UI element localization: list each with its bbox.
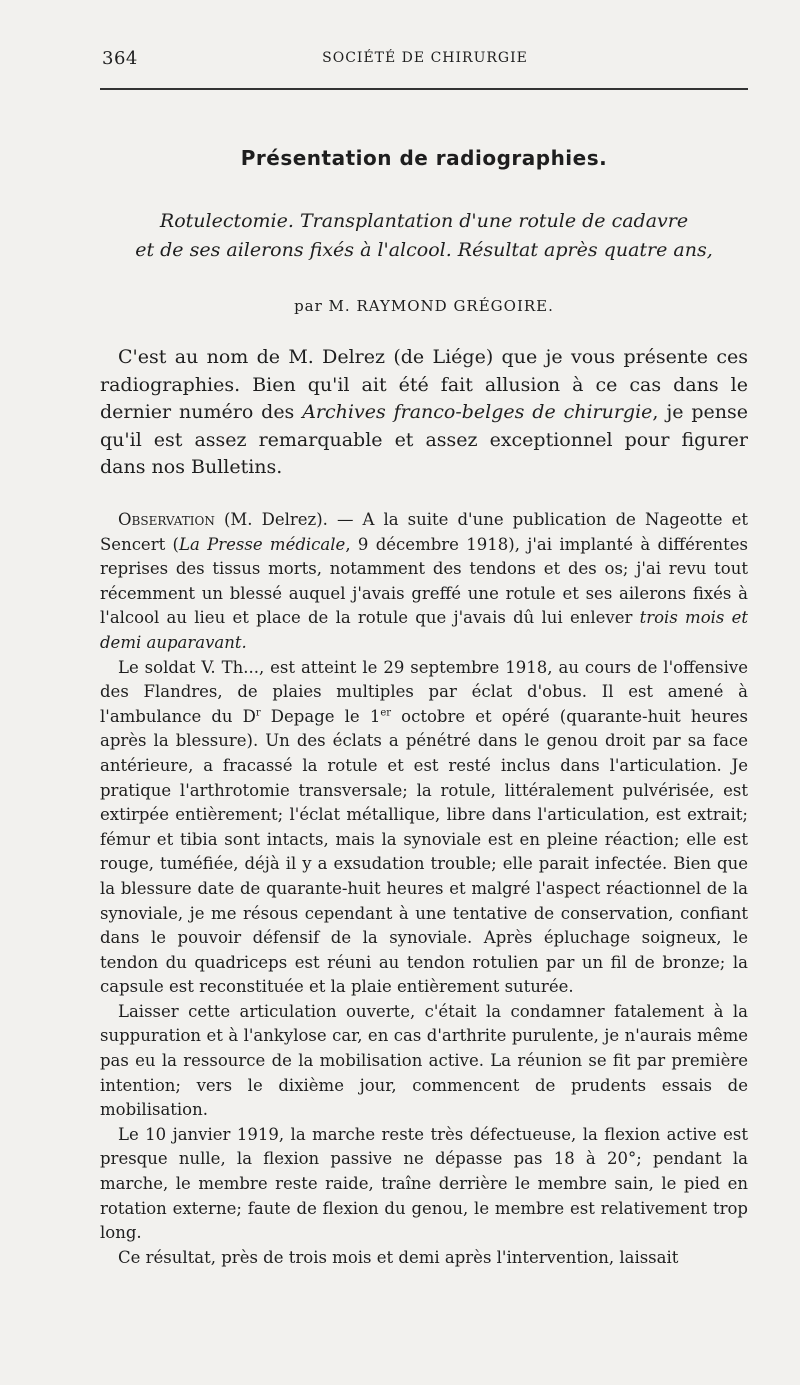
subtitle-line-1: Rotulectomie. Transplantation d'une rotule de cadavre [159, 210, 689, 232]
article-title: Présentation de radiographies. [240, 146, 608, 170]
observation-paragraph-5: Ce résultat, près de trois mois et demi après l'intervention, laissait [118, 1247, 679, 1267]
observation-paragraph-3: Laisser cette articulation ouverte, c'était la condamner fatalement à la suppuration et à l'ankylose car, en cas d'arthrite purulente, je n'aurais même pas eu la ressource de la mobilisation active. La réunion se fit par première intention; vers le dixième jour, commencent de prudents essais de mobilisation. [100, 1001, 748, 1120]
presse-medicale-reference: La Presse médicale [179, 534, 346, 554]
observation-paragraph-2: Le soldat V. Th..., est atteint le 29 septembre 1918, au cours de l'offensive des Flandres, de plaies multiples par éclat d'obus. Il est amené à l'ambulance du $D^r$ Depage le 1er octobre et opéré (quarante-huit heures après la blessure). Un des éclats a pénétré dans le genou droit par sa face antérieure, a fracassé la rotule et est resté inclus dans l'articulation. Je pratique l'arthrotomie transversale; la rotule, littéralement pulvérisée, est extirpée entièrement; l'éclat métallique, libre dans l'articulation, est extrait; fémur et tibia sont intacts, mais la synoviale est en pleine réaction; elle est rouge, tuméfiée, déjà il y a exsudation trouble; elle parait infectée. Bien que la blessure date de quarante-huit heures et malgré l'aspect réactionnel de la synoviale, je me résous cependant à une tentative de conservation, confiant dans le pouvoir défensif de la synoviale. Après épluchage soigneux, le tendon du quadriceps est réuni au tendon rotulien par un fil de bronze; la capsule est reconstituée et la plaie entièrement suturée. [100, 657, 748, 997]
page-header [102, 48, 748, 72]
intro-text: C'est au nom de M. Delrez (de Liége) que je vous présente ces radiographies. Bien qu'il ait été fait allusion à ce cas dans le dernier numéro des Archives franco-belges de chirurgie, je pense qu'il est assez remarquable et assez exceptionnel pour figurer dans nos Bulletins. [100, 346, 748, 478]
intro-paragraph [100, 344, 748, 482]
observation-paragraph-4: Le 10 janvier 1919, la marche reste très défectueuse, la flexion active est presque nulle, la flexion passive ne dépasse pas 18 à 20°; pendant la marche, le membre reste raide, traîne derrière le membre sain, le pied en rotation externe; faute de flexion du genou, le membre est relativement trop long. [100, 1124, 748, 1243]
subtitle-line-2: et de ses ailerons fixés à l'alcool. Résultat après quatre ans, [135, 239, 713, 261]
running-title: SOCIÉTÉ DE CHIRURGIE [322, 50, 528, 66]
observation-label: Observation [118, 510, 215, 529]
page-number: 364 [102, 48, 138, 69]
header-rule [100, 88, 748, 90]
author-line: par M. RAYMOND GRÉGOIRE. [294, 297, 554, 315]
article-subtitle [100, 207, 748, 265]
journal-reference: Archives franco-belges de chirurgie [302, 401, 653, 423]
time-reference: trois mois et demi auparavant. [100, 608, 749, 652]
observation-paragraph-1: Observation (M. Delrez). — A la suite d'une publication de Nageotte et Sencert (La Presse médicale, 9 décembre 1918), j'ai implanté à différentes reprises des tissus morts, notamment des tendons et des os; j'ai revu tout récemment un blessé auquel j'avais greffé une rotule et ses ailerons fixés à l'alcool au lieu et place de la rotule que j'avais dû lui enlever trois mois et demi auparavant. [100, 510, 749, 652]
observation-section [100, 508, 748, 1270]
